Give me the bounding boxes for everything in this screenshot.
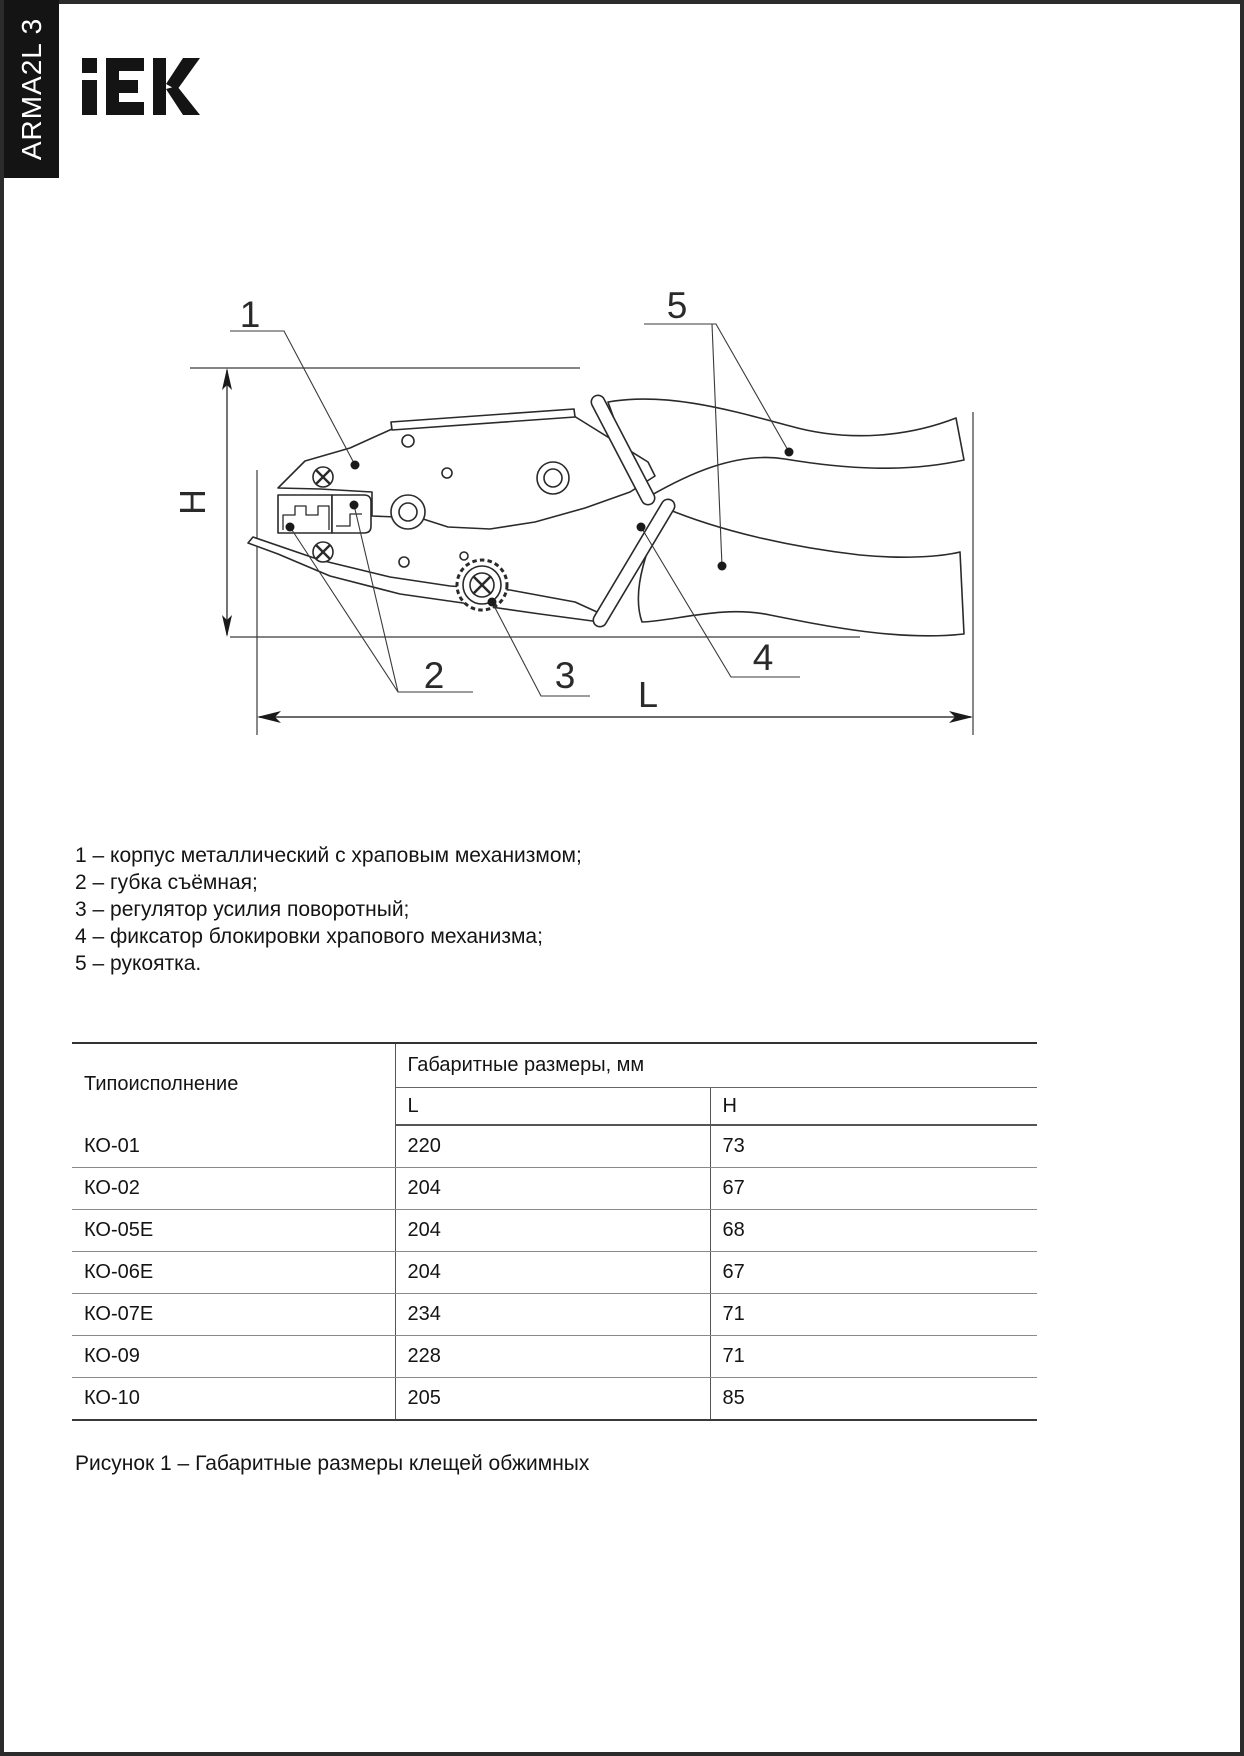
cell-l: 228 <box>395 1336 710 1378</box>
series-side-tab <box>4 0 59 178</box>
dim-label-h: H <box>172 489 213 515</box>
table-subheader-h: H <box>710 1088 1037 1126</box>
crimping-tool-drawing <box>0 230 1244 760</box>
cell-l: 205 <box>395 1378 710 1421</box>
table-header-dimensions: Габаритные размеры, мм <box>395 1043 1037 1088</box>
cell-type: КО-05Е <box>72 1210 395 1252</box>
screw-top <box>313 467 333 487</box>
callout-2: 2 <box>423 655 445 696</box>
figure-caption: Рисунок 1 – Габаритные размеры клещей обжимных <box>75 1452 590 1475</box>
cell-h: 85 <box>722 1387 745 1409</box>
figure-legend <box>75 842 582 977</box>
iek-logo-glyphs <box>82 58 200 115</box>
callout-4: 4 <box>752 637 774 678</box>
cell-h: 67 <box>710 1168 1037 1210</box>
callout-1: 1 <box>239 294 261 335</box>
table-row <box>72 1252 1037 1294</box>
table-row <box>72 1294 1037 1336</box>
callout-3: 3 <box>554 655 576 696</box>
cell-h: 71 <box>710 1294 1037 1336</box>
cell-h: 68 <box>710 1210 1037 1252</box>
cell-type: КО-09 <box>72 1336 395 1378</box>
legend-line-1: 1 – корпус металлический с храповым механизмом; <box>75 844 582 867</box>
lower-handle <box>638 508 964 636</box>
legend-line-2: 2 – губка съёмная; <box>75 871 258 894</box>
table-header-type: Типоисполнение <box>72 1043 395 1125</box>
cell-type: КО-07Е <box>72 1294 395 1336</box>
dimensions-table <box>72 1042 1037 1421</box>
iek-logo <box>82 58 200 115</box>
cell-type: КО-06Е <box>72 1252 395 1294</box>
cell-l: 204 <box>395 1252 710 1294</box>
dimension-h <box>172 368 232 637</box>
cell-type: КО-01 <box>72 1125 395 1168</box>
legend-line-3: 3 – регулятор усилия поворотный; <box>75 898 410 921</box>
callout-5: 5 <box>666 285 688 326</box>
cell-l: 204 <box>395 1168 710 1210</box>
cell-l: 204 <box>395 1210 710 1252</box>
screw-bottom <box>313 542 333 562</box>
dim-label-l: L <box>637 674 659 715</box>
cell-l: 220 <box>395 1125 710 1168</box>
lower-jaw-arm <box>248 537 608 622</box>
cell-h: 71 <box>710 1336 1037 1378</box>
legend-line-4: 4 – фиксатор блокировки храпового механизма; <box>75 925 543 948</box>
cell-type: КО-10 <box>72 1378 395 1421</box>
dimension-l <box>257 674 973 723</box>
table-row <box>72 1378 1037 1421</box>
cell-h: 73 <box>710 1125 1037 1168</box>
table-row <box>72 1336 1037 1378</box>
table-row <box>72 1210 1037 1252</box>
series-label: ARMA2L 3 <box>15 17 47 161</box>
force-regulator-gear <box>457 560 507 610</box>
cell-h: 67 <box>710 1252 1037 1294</box>
cell-l: 234 <box>395 1294 710 1336</box>
table-row <box>72 1168 1037 1210</box>
table-row <box>72 1125 1037 1168</box>
legend-line-5: 5 – рукоятка. <box>75 952 202 975</box>
table-subheader-l: L <box>395 1088 710 1126</box>
cell-type: КО-02 <box>72 1168 395 1210</box>
